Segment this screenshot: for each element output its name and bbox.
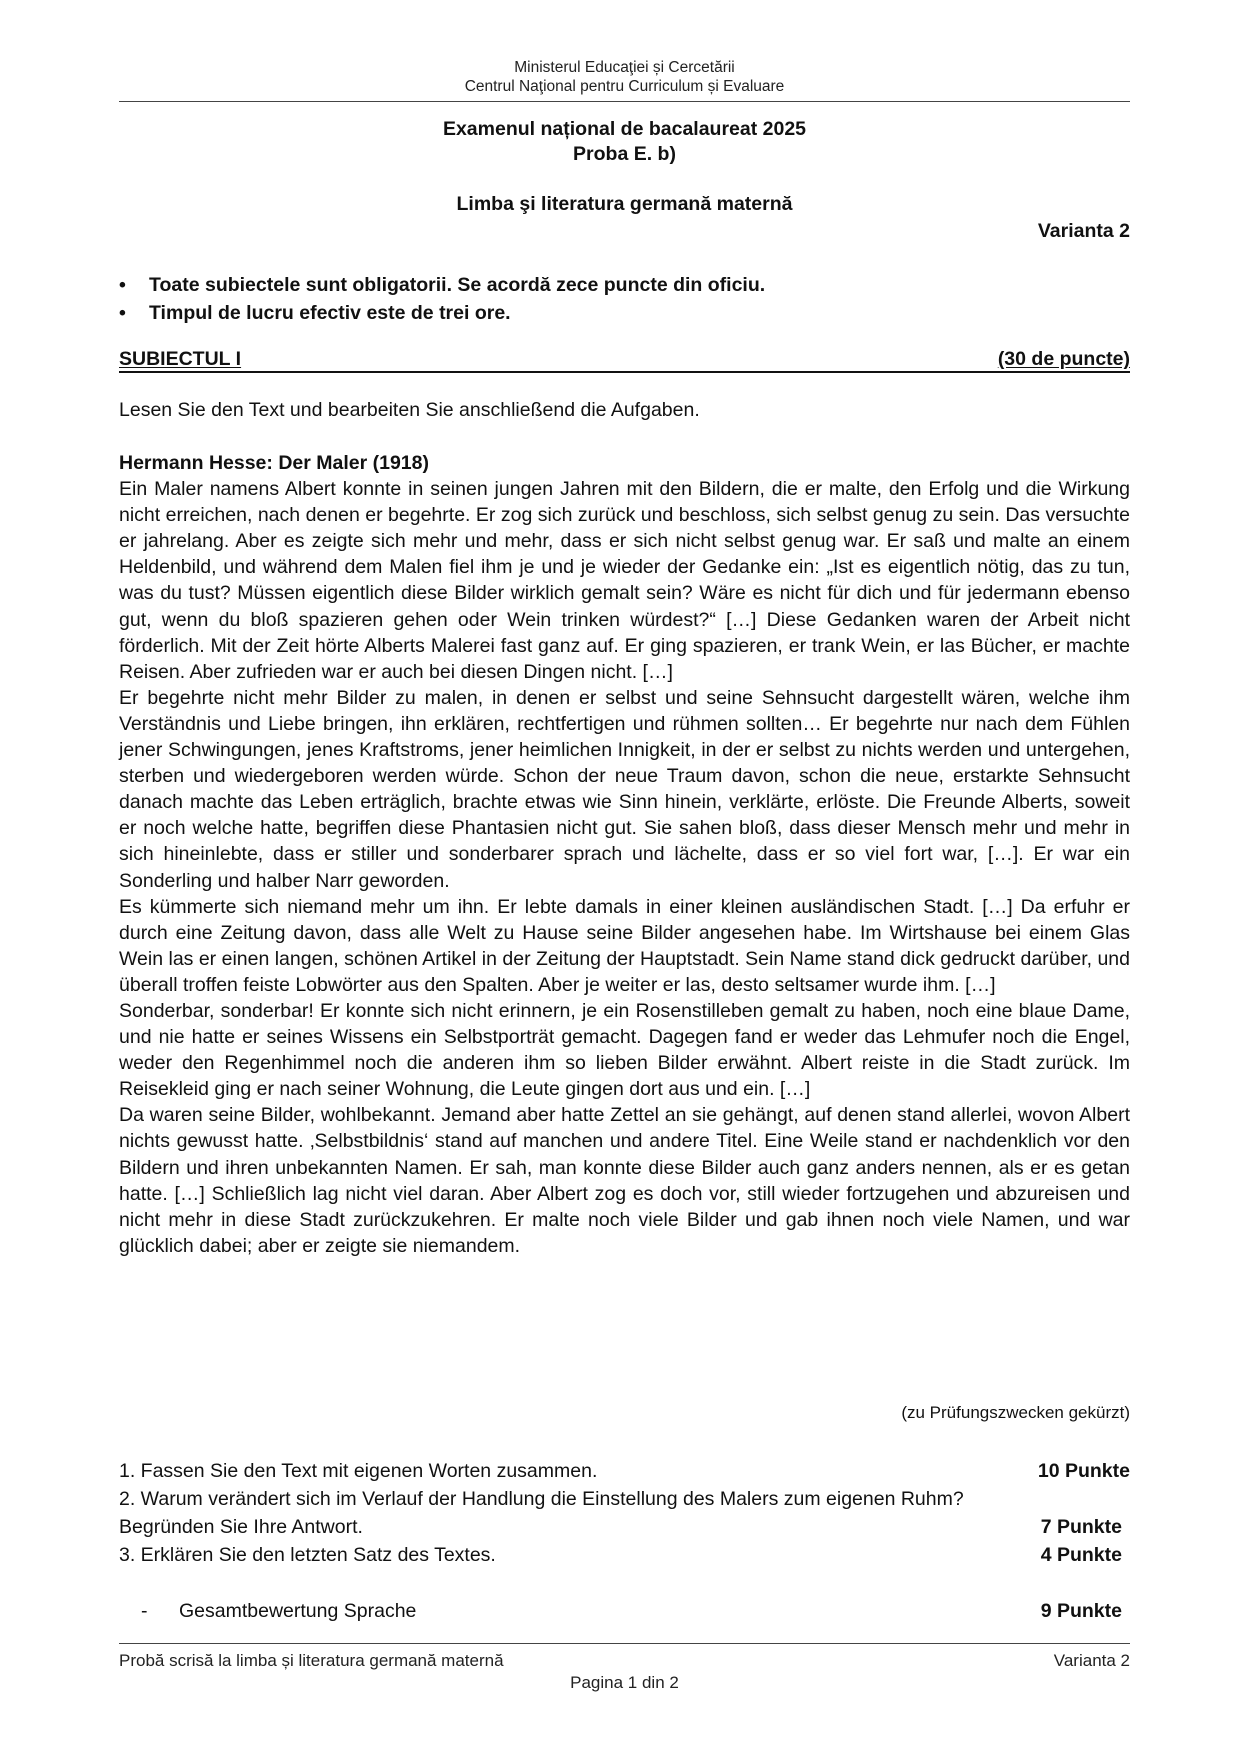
exam-subject: Limba şi literatura germană maternă [456,193,793,215]
task-list [119,1457,1130,1625]
story-text [119,450,1130,1259]
bullet-icon: • [119,302,126,324]
story-paragraph: Ein Maler namens Albert konnte in seinen jungen Jahren mit den Bildern, die er malte, den Erfolg und die Wirkung nicht erreichen, nach denen er begehrte. Er zog sich zurück und beschloss, sich selbst genug zu sein. Das versuchte er jahrelang. Aber es zeigte sich mehr und mehr, dass er sich nicht selbst genug war. Er saß und malte an einem Heldenbild, und während dem Malen fiel ihm je und je wieder der Gedanke ein: „Ist es eigentlich nötig, das zu tun, was du tust? Müssen eigentlich diese Bilder wirklich gemalt sein? Wäre es nicht für dich und für jedermann ebenso gut, wenn du bloß spazieren gehen oder Wein trinken würdest?“ […] Diese Gedanken waren der Arbeit nicht förderlich. Mit der Zeit hörte Alberts Malerei fast ganz auf. Er ging spazieren, er trank Wein, er las Bücher, er machte Reisen. Aber zufrieden war er auch bei diesen Dingen nicht. […] [119,478,1130,683]
source-note: (zu Prüfungszwecken gekürzt) [901,1403,1130,1422]
exam-title: Examenul național de bacalaureat 2025 [442,118,807,140]
ministry-name: Ministerul Educaţiei și Cercetării [514,59,735,76]
footer-divider [119,1643,1130,1644]
task-text: 1. Fassen Sie den Text mit eigenen Worten zusammen. [119,1460,598,1482]
section-points: (30 de puncte) [997,348,1130,370]
exam-variant: Varianta 2 [1037,220,1130,242]
task-points: 7 Punkte [1040,1516,1122,1538]
section-instruction: Lesen Sie den Text und bearbeiten Sie anschließend die Aufgaben. [119,399,700,421]
task-item [119,1457,1130,1485]
header-divider [119,101,1130,102]
page-footer [119,1650,1130,1672]
task-item [119,1485,1130,1541]
story-title: Hermann Hesse: Der Maler (1918) [119,452,429,474]
language-score-points: 9 Punkte [1040,1600,1122,1622]
exam-title-block [119,117,1130,167]
bullet-icon: • [119,274,126,296]
task-text-continued: Begründen Sie Ihre Antwort. [119,1516,363,1538]
task-points: 10 Punkte [1037,1460,1130,1482]
exam-rules-list [119,271,1130,327]
story-paragraph: Er begehrte nicht mehr Bilder zu malen, in denen er selbst und seine Sehnsucht dargestellt wären, welche ihm Verständnis und Liebe bringen, ihn erklären, rechtfertigen und rühmen sollten… Er begehrte nur nach dem Fühlen jener Schwingungen, jenes Kraftstroms, jener heimlichen Innigkeit, in der er selbst zu nichts werden und untergehen, sterben und wiedergeboren werden würde. Schon der neue Traum davon, schon die neue, erstarkte Sehnsucht danach machte das Leben erträglich, brachte etwas wie Sinn hinein, verklärte, erlöste. Die Freunde Alberts, soweit er noch welche hatte, begriffen diese Phantasien nicht gut. Sie sahen bloß, dass dieser Mensch mehr und mehr in sich hineinlebte, dass er stiller und sonderbarer sprach und lächelte, dass er so viel fort war, […]. Er war ein Sonderling und halber Narr geworden. [119,686,1130,892]
dash-icon: - [141,1600,148,1622]
story-paragraph: Da waren seine Bilder, wohlbekannt. Jemand aber hatte Zettel an sie gehängt, auf denen stand allerlei, wovon Albert nichts gewusst hatte. ‚Selbstbildnis‘ stand auf manchen und andere Titel. Eine Weile stand er nachdenklich vor den Bildern und ihren unbekannten Namen. Er sah, man konnte diese Bilder auch ganz anders nennen, als er es getan hatte. […] Schließlich lag nicht viel daran. Aber Albert zog es doch vor, still wieder fortzugehen und abzureisen und nicht mehr in diese Stadt zurückzukehren. Er malte noch viele Bilder und gab ihnen noch viele Namen, und war glücklich dabei; aber er zeigte sie niemandem. [119,1104,1130,1257]
section-title: SUBIECTUL I [119,348,242,370]
task-points: 4 Punkte [1040,1544,1122,1566]
footer-exam-name: Probă scrisă la limba și literatura germană maternă [119,1651,504,1670]
task-text: 3. Erklären Sie den letzten Satz des Textes. [119,1544,496,1566]
rule-item [119,299,1130,327]
rule-item [119,271,1130,299]
page-number: Pagina 1 din 2 [570,1673,679,1692]
footer-variant: Varianta 2 [1053,1651,1130,1670]
exam-proba: Proba E. b) [573,143,676,165]
rule-text: Timpul de lucru efectiv este de trei ore. [149,302,511,324]
page-header [119,58,1130,96]
rule-text: Toate subiectele sunt obligatorii. Se acordă zece puncte din oficiu. [149,274,766,296]
section-heading [119,347,1130,373]
task-text: 2. Warum verändert sich im Verlauf der Handlung die Einstellung des Malers zum eigenen Ruhm? [119,1488,964,1510]
language-score-label: Gesamtbewertung Sprache [179,1600,417,1622]
center-name: Centrul Naţional pentru Curriculum și Evaluare [464,78,785,95]
language-score-item [119,1597,1130,1625]
story-paragraph: Es kümmerte sich niemand mehr um ihn. Er lebte damals in einer kleinen ausländischen Stadt. […] Da erfuhr er durch eine Zeitung davon, dass alle Welt zu Hause seine Bilder angesehen habe. Im Wirtshause bei einem Glas Wein las er einen langen, schönen Artikel in der Zeitung der Hauptstadt. Sein Name stand dick gedruckt darüber, und überall troffen feiste Lobwörter aus den Spalten. Aber je weiter er las, desto seltsamer wurde ihm. […] [119,895,1130,996]
story-paragraph: Sonderbar, sonderbar! Er konnte sich nicht erinnern, je ein Rosenstilleben gemalt zu haben, noch eine blaue Dame, und nie hatte er seines Wissens ein Selbstporträt gemacht. Dagegen fand er weder das Lehmufer noch die Engel, weder den Regenhimmel noch die anderen ihm so lieben Bilder erwähnt. Albert reiste in die Stadt zurück. Im Reisekleid ging er nach seiner Wohnung, die Leute gingen dort aus und ein. […] [119,999,1130,1101]
task-item [119,1541,1130,1569]
